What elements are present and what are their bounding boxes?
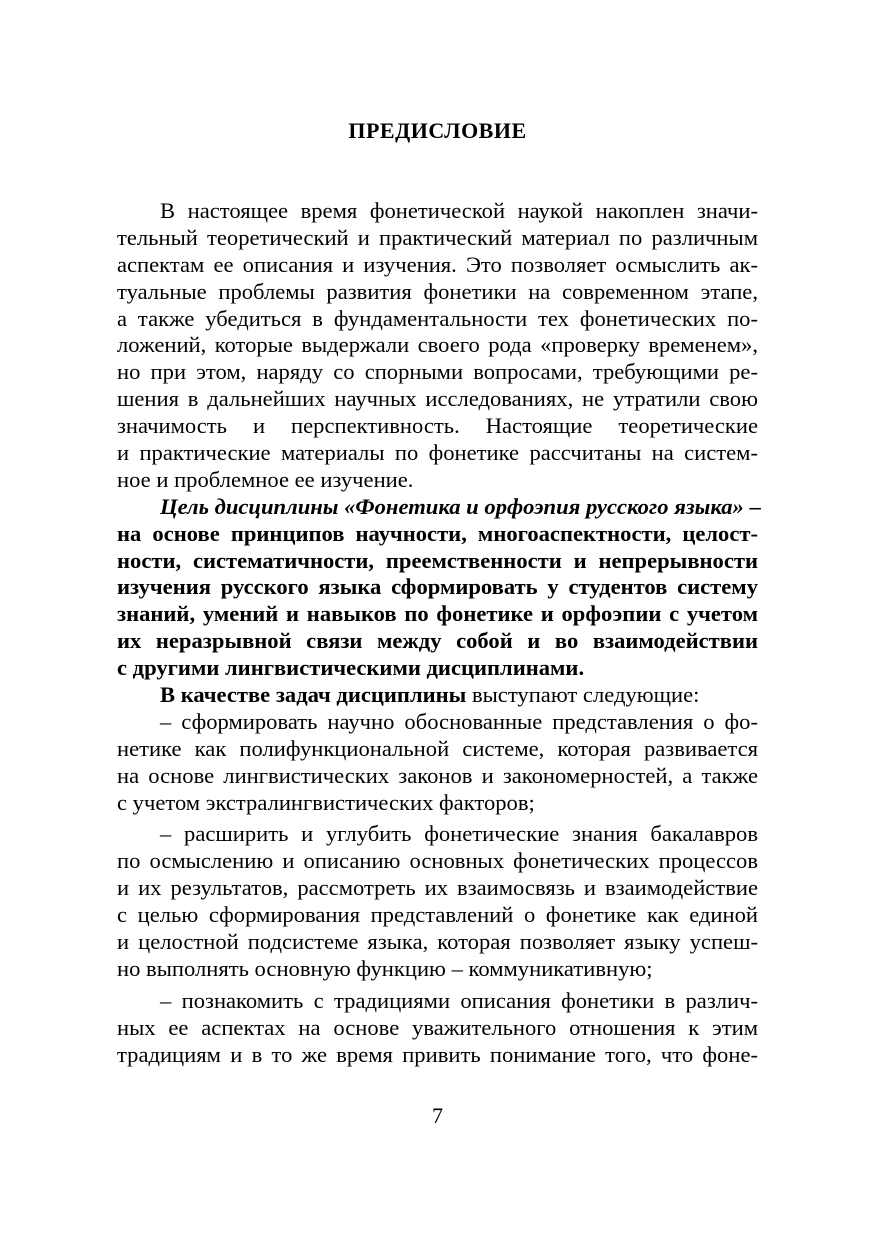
text-line: с целью сформирования представлений о фонетике как единой	[117, 902, 758, 928]
text-line: значимость и перспективность. Настоящие теоретические	[117, 413, 758, 439]
text-line: на основе лингвистических законов и закономерностей, а также	[117, 762, 758, 788]
text-line: и практические материалы по фонетике рассчитаны на систем-	[117, 440, 758, 466]
text-line: их неразрывной связи между собой и во взаимодействии	[117, 628, 758, 654]
text-line: знаний, умений и навыков по фонетике и орфоэпии с учетом	[117, 601, 758, 627]
text-line: по осмыслению и описанию основных фонетических процессов	[117, 848, 758, 874]
text-line: тельный теоретический и практический материал по различным	[117, 224, 758, 250]
text-line: В настоящее время фонетической наукой накоплен значи-	[160, 198, 758, 223]
text-line: – расширить и углубить фонетические знания бакалавров	[160, 821, 758, 847]
text-line: и их результатов, рассмотреть их взаимосвязь и взаимодействие	[117, 875, 758, 901]
text-line: аспектам ее описания и изучения. Это позволяет осмыслить ак-	[117, 251, 758, 277]
text-line: – сформировать научно обоснованные представления о фо-	[160, 708, 758, 734]
text-line: ных ее аспектах на основе уважительного отношения к этим	[117, 1014, 758, 1040]
text-line: туальные проблемы развития фонетики на современном этапе,	[117, 278, 758, 304]
task-item-3	[117, 988, 758, 1069]
text-line: с учетом экстралингвистических факторов;	[117, 789, 535, 815]
text-line: но выполнять основную функцию – коммуникативную;	[117, 955, 653, 981]
page-title: ПРЕДИСЛОВИЕ	[348, 118, 527, 143]
text-line: и целостной подсистеме языка, которая позволяет языку успеш-	[117, 929, 758, 955]
paragraph-goal	[117, 493, 761, 682]
paragraph-tasks-intro	[117, 682, 758, 709]
text-line: на основе принципов научности, многоаспектности, целост-	[117, 520, 758, 546]
goal-dash: –	[743, 493, 761, 519]
tasks-bold-lead: В качестве задач дисциплины	[160, 682, 467, 708]
task-item-1	[117, 709, 758, 817]
text-line: а также убедиться в фундаментальности тех фонетических по-	[117, 305, 758, 331]
text-line: изучения русского языка сформировать у студентов систему	[117, 574, 758, 600]
paragraph-intro	[117, 198, 758, 494]
text-line: – познакомить с традициями описания фонетики в различ-	[160, 987, 758, 1013]
text-line: ное и проблемное ее изучение.	[117, 466, 414, 492]
text-line	[117, 682, 758, 709]
task-item-2	[117, 821, 758, 982]
text-line: ности, систематичности, преемственности и непрерывности	[117, 547, 758, 573]
text-line: нетике как полифункциональной системе, которая развивается	[117, 735, 758, 761]
page-number: 7	[432, 1103, 443, 1128]
goal-italic-lead: Цель дисциплины «Фонетика и орфоэпия русского языка»	[160, 493, 744, 519]
tasks-rest: выступают следующие:	[466, 682, 700, 708]
text-line: но при этом, наряду со спорными вопросами, требующими ре-	[117, 359, 758, 385]
text-line	[117, 493, 761, 521]
text-line: шения в дальнейших научных исследованиях, не утратили свою	[117, 386, 758, 412]
text-line: традициям и в то же время привить понимание того, что фоне-	[117, 1041, 758, 1067]
text-line: ложений, которые выдержали своего рода «проверку временем»,	[117, 332, 758, 358]
text-line: с другими лингвистическими дисциплинами.	[117, 655, 585, 681]
body-text	[117, 198, 761, 1069]
